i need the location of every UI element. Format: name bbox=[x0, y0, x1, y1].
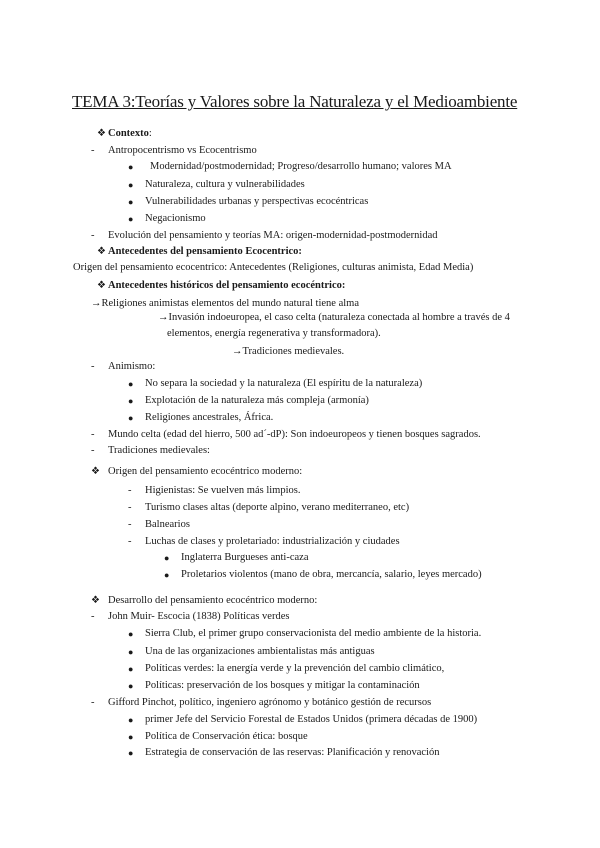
bullet-icon: ● bbox=[164, 553, 170, 563]
dash-icon: - bbox=[128, 485, 132, 496]
dash-icon: - bbox=[91, 697, 95, 708]
note-line-text: Inglaterra Burgueses anti-caza bbox=[181, 552, 309, 563]
bullet-icon: ● bbox=[128, 396, 134, 406]
note-line-text: elementos, energía regenerativa y transformadora). bbox=[167, 328, 381, 339]
note-line bbox=[158, 311, 510, 325]
note-line bbox=[108, 610, 289, 624]
note-line bbox=[181, 568, 482, 582]
note-line bbox=[145, 518, 190, 532]
note-line-heading: Antecedentes históricos del pensamiento ecocéntrico: bbox=[108, 280, 346, 291]
note-line-text: : bbox=[148, 128, 152, 139]
bullet-icon: ● bbox=[128, 647, 134, 657]
note-line bbox=[145, 679, 420, 693]
note-line bbox=[108, 444, 210, 458]
note-line-text: Tradiciones medievales: bbox=[108, 445, 210, 456]
note-line-text: Origen del pensamiento ecocentrico: Antecedentes (Religiones, culturas animista, Edad Media) bbox=[73, 262, 474, 273]
note-line bbox=[91, 297, 359, 311]
note-line bbox=[181, 551, 309, 565]
dash-icon: - bbox=[128, 519, 132, 530]
bullet-icon: ● bbox=[128, 629, 134, 639]
note-line bbox=[108, 229, 438, 243]
note-line-text: Política de Conservación ética: bosque bbox=[145, 731, 308, 742]
note-line-text: Proletarios violentos (mano de obra, mercancía, salario, leyes mercado) bbox=[181, 569, 482, 580]
note-line-text: Turismo clases altas (deporte alpino, verano mediterraneo, etc) bbox=[145, 502, 410, 513]
note-line-text: Religiones ancestrales, África. bbox=[145, 412, 274, 423]
note-line bbox=[145, 377, 422, 391]
note-line-text: Explotación de la naturaleza más compleja (armonía) bbox=[145, 395, 369, 406]
bullet-icon: ● bbox=[128, 180, 134, 190]
diamond-icon: ❖ bbox=[91, 595, 100, 606]
note-line-text: Balnearios bbox=[145, 519, 190, 530]
note-line-text: Estrategia de conservación de las reservas: Planificación y renovación bbox=[145, 747, 440, 758]
note-line-text: →Religiones animistas elementos del mundo natural tiene alma bbox=[91, 298, 359, 309]
note-line bbox=[145, 713, 477, 727]
note-line bbox=[145, 730, 308, 744]
dash-icon: - bbox=[91, 611, 95, 622]
note-line-text: Origen del pensamiento ecocéntrico moderno: bbox=[108, 466, 303, 477]
dash-icon: - bbox=[128, 502, 132, 513]
bullet-icon: ● bbox=[128, 413, 134, 423]
note-line-text: Negacionismo bbox=[145, 213, 206, 224]
bullet-icon: ● bbox=[128, 732, 134, 742]
bullet-icon: ● bbox=[128, 664, 134, 674]
note-line bbox=[108, 428, 481, 442]
note-line bbox=[73, 261, 473, 275]
note-line bbox=[232, 345, 344, 359]
note-line bbox=[145, 627, 481, 641]
note-line-text: Sierra Club, el primer grupo conservacionista del medio ambiente de la historia. bbox=[145, 628, 482, 639]
note-line bbox=[145, 662, 444, 676]
note-line bbox=[167, 327, 381, 341]
note-line-text: John Muir- Escocia (1838) Políticas verdes bbox=[108, 611, 290, 622]
note-line-text: Luchas de clases y proletariado: industrialización y ciudades bbox=[145, 536, 400, 547]
note-line bbox=[145, 394, 369, 408]
note-line bbox=[150, 160, 452, 174]
note-line bbox=[108, 279, 345, 293]
note-line-text: Vulnerabilidades urbanas y perspectivas ecocéntricas bbox=[145, 196, 369, 207]
note-line bbox=[145, 411, 273, 425]
bullet-icon: ● bbox=[128, 214, 134, 224]
diamond-icon: ❖ bbox=[91, 466, 100, 477]
bullet-icon: ● bbox=[128, 379, 134, 389]
note-line-text: →Invasión indoeuropea, el caso celta (naturaleza conectada al hombre a través de 4 bbox=[158, 312, 510, 323]
note-line-text: Desarrollo del pensamiento ecocéntrico moderno: bbox=[108, 595, 318, 606]
note-line bbox=[145, 645, 375, 659]
note-line bbox=[145, 501, 409, 515]
note-line bbox=[145, 195, 368, 209]
note-line-text: Evolución del pensamiento y teorías MA: origen-modernidad-postmodernidad bbox=[108, 230, 438, 241]
diamond-icon: ❖ bbox=[97, 280, 106, 291]
diamond-icon: ❖ bbox=[97, 128, 106, 139]
note-line bbox=[108, 127, 152, 141]
bullet-icon: ● bbox=[164, 570, 170, 580]
note-line bbox=[108, 144, 257, 158]
dash-icon: - bbox=[91, 145, 95, 156]
note-line-text: Higienistas: Se vuelven más limpios. bbox=[145, 485, 301, 496]
document-title: TEMA 3:Teorías y Valores sobre la Naturaleza y el Medioambiente bbox=[72, 92, 518, 111]
note-line-text: Mundo celta (edad del hierro, 500 ad´-dP): Son indoeuropeos y tienen bosques sagrados. bbox=[108, 429, 481, 440]
bullet-icon: ● bbox=[128, 681, 134, 691]
note-line-heading: Contexto bbox=[108, 128, 149, 139]
note-line-text: Políticas: preservación de los bosques y mitigar la contaminación bbox=[145, 680, 420, 691]
dash-icon: - bbox=[91, 445, 95, 456]
note-line-text: Modernidad/postmodernidad; Progreso/desarrollo humano; valores MA bbox=[150, 161, 452, 172]
note-line-text: Políticas verdes: la energía verde y la prevención del cambio climático, bbox=[145, 663, 445, 674]
note-line-text: Antropocentrismo vs Ecocentrismo bbox=[108, 145, 257, 156]
note-line bbox=[108, 360, 155, 374]
note-line-text: No separa la sociedad y la naturaleza (El espíritu de la naturaleza) bbox=[145, 378, 423, 389]
bullet-icon: ● bbox=[128, 715, 134, 725]
note-line-heading: Antecedentes del pensamiento Ecocentrico: bbox=[108, 246, 302, 257]
note-line bbox=[108, 594, 317, 608]
note-line bbox=[108, 245, 302, 259]
bullet-icon: ● bbox=[128, 748, 134, 758]
note-line bbox=[108, 465, 302, 479]
note-line-text: Una de las organizaciones ambientalistas más antiguas bbox=[145, 646, 375, 657]
note-line-text: →Tradiciones medievales. bbox=[232, 346, 345, 357]
note-line bbox=[145, 746, 439, 760]
note-line-text: Naturaleza, cultura y vulnerabilidades bbox=[145, 179, 305, 190]
bullet-icon: ● bbox=[128, 197, 134, 207]
note-line bbox=[108, 696, 431, 710]
note-line bbox=[145, 484, 300, 498]
note-line bbox=[145, 178, 305, 192]
note-line bbox=[145, 212, 206, 226]
diamond-icon: ❖ bbox=[97, 246, 106, 257]
dash-icon: - bbox=[91, 230, 95, 241]
bullet-icon: ● bbox=[128, 162, 134, 172]
dash-icon: - bbox=[91, 361, 95, 372]
note-line-text: Gifford Pinchot, político, ingeniero agrónomo y botánico gestión de recursos bbox=[108, 697, 432, 708]
note-line-text: primer Jefe del Servicio Forestal de Estados Unidos (primera décadas de 1900) bbox=[145, 714, 478, 725]
dash-icon: - bbox=[91, 429, 95, 440]
note-line-text: Animismo: bbox=[108, 361, 156, 372]
dash-icon: - bbox=[128, 536, 132, 547]
note-line bbox=[145, 535, 400, 549]
